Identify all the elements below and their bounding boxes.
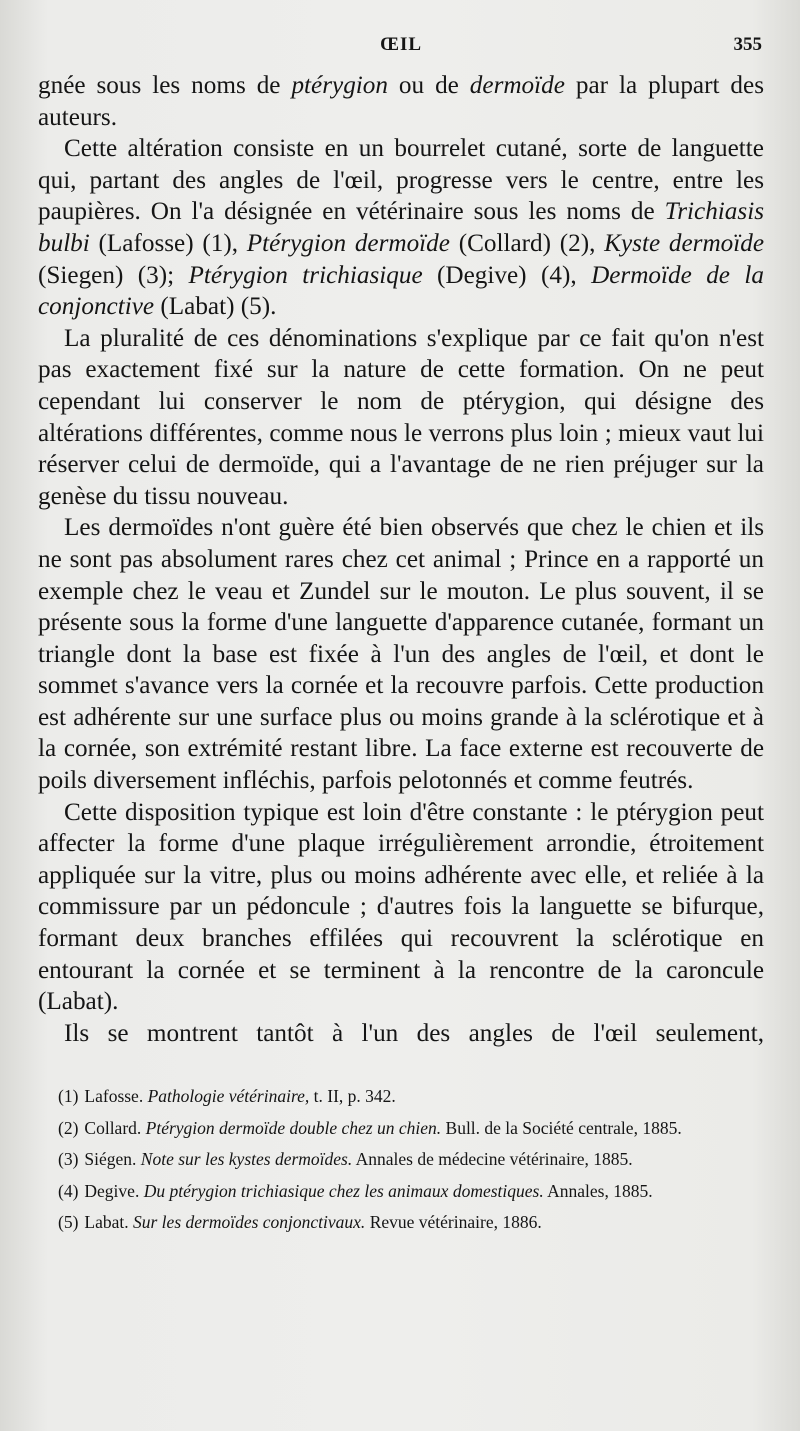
- italic-text: Du ptérygion trichiasique chez les animaux domestiques.: [143, 1180, 544, 1201]
- text-run: (Siegen) (3);: [38, 261, 189, 289]
- text-run: Siégen.: [84, 1149, 141, 1170]
- text-run: Labat.: [84, 1212, 133, 1233]
- italic-text: dermoïde: [469, 72, 565, 99]
- text-run: par la plupart des auteurs.: [38, 72, 764, 131]
- paragraph: [38, 323, 764, 513]
- text-run: (Labat) (5).: [154, 293, 277, 321]
- footnote-number: (4): [58, 1180, 79, 1201]
- italic-text: Ptérygion trichiasique: [188, 261, 423, 289]
- text-run: Ils se montrent tantôt à l'un des angles de l'œil seulement,: [64, 1019, 764, 1047]
- italic-text: Pathologie vétérinaire,: [147, 1086, 310, 1107]
- running-title: ŒIL: [379, 34, 423, 55]
- italic-text: Kyste dermoïde: [604, 229, 764, 257]
- paragraph: [38, 70, 764, 133]
- footnote-number: (3): [58, 1149, 79, 1170]
- paragraph: [38, 797, 764, 1018]
- footnote-number: (2): [58, 1117, 79, 1138]
- italic-text: Ptérygion dermoïde double chez un chien.: [145, 1117, 442, 1138]
- text-run: Collard.: [84, 1117, 146, 1138]
- italic-text: Note sur les kystes dermoïdes.: [140, 1149, 353, 1170]
- italic-text: Trichiasis bulbi: [38, 198, 764, 257]
- body-text: [38, 70, 764, 1049]
- paragraph: [38, 512, 764, 796]
- footnotes: [38, 1085, 764, 1234]
- text-run: Revue vétérinaire, 1886.: [365, 1212, 542, 1233]
- text-run: Annales, 1885.: [543, 1180, 653, 1201]
- text-run: (Collard) (2),: [449, 229, 605, 257]
- footnote: [38, 1117, 764, 1140]
- text-run: gnée sous les noms de: [38, 72, 292, 99]
- footnote-number: (1): [58, 1086, 79, 1107]
- paragraph: [38, 1018, 764, 1050]
- footnote-number: (5): [58, 1212, 79, 1233]
- paragraph: [38, 133, 764, 323]
- text-run: Bull. de la Société centrale, 1885.: [441, 1117, 682, 1138]
- italic-text: Dermoïde de la conjonctive: [38, 261, 764, 321]
- text-run: (Degive) (4),: [422, 261, 592, 289]
- text-run: Lafosse.: [84, 1086, 148, 1107]
- italic-text: Ptérygion dermoïde: [246, 229, 450, 257]
- text-run: (Lafosse) (1),: [89, 229, 247, 257]
- text-run: Cette disposition typique est loin d'être constante : le ptérygion peut affecter la forme d'une plaque irrégulièrement arrondie, étroitement appliquée sur la vitre, plus ou moins adhérente avec elle, et reliée à la commissure par un pédoncule ; d'autres fois la languette se bifurque, formant deux branches effilées qui recouvrent la sclérotique en entourant la cornée et se terminent à la rencontre de la caroncule (Labat).: [38, 798, 764, 1016]
- text-run: Annales de médecine vétérinaire, 1885.: [352, 1149, 633, 1170]
- footnote: [38, 1085, 764, 1108]
- page-number: 355: [733, 34, 762, 55]
- footnote: [38, 1148, 764, 1171]
- footnote: [38, 1180, 764, 1203]
- text-run: Degive.: [84, 1180, 144, 1201]
- page-header: [38, 30, 764, 70]
- text-run: Cette altération consiste en un bourrelet cutané, sorte de languette qui, partant des angles de l'œil, progresse vers le centre, entre les paupières. On l'a désignée en vétérinaire sous les noms de: [38, 135, 764, 226]
- text-run: Les dermoïdes n'ont guère été bien observés que chez le chien et ils ne sont pas absolument rares chez cet animal ; Prince en a rapporté un exemple chez le veau et Zundel sur le mouton. Le plus souvent, il se présente sous la forme d'une languette d'apparence cutanée, formant un triangle dont la base est fixée à l'un des angles de l'œil, et dont le sommet s'avance vers la cornée et la recouvre parfois. Cette production est adhérente sur une surface plus ou moins grande à la sclérotique et à la cornée, son extrémité restant libre. La face externe est recouverte de poils diversement infléchis, parfois pelotonnés et comme feutrés.: [38, 514, 764, 795]
- text-run: ou de: [387, 72, 470, 99]
- italic-text: ptérygion: [291, 72, 388, 99]
- footnote: [38, 1211, 764, 1234]
- italic-text: Sur les dermoïdes conjonctivaux.: [133, 1212, 366, 1233]
- text-run: La pluralité de ces dénominations s'explique par ce fait qu'on n'est pas exactement fixé sur la nature de cette formation. On ne peut cependant lui conserver le nom de ptérygion, qui désigne des altérations différentes, comme nous le verrons plus loin ; mieux vaut lui réserver celui de dermoïde, qui a l'avantage de ne rien préjuger sur la genèse du tissu nouveau.: [38, 324, 764, 510]
- text-run: t. II, p. 342.: [309, 1086, 396, 1107]
